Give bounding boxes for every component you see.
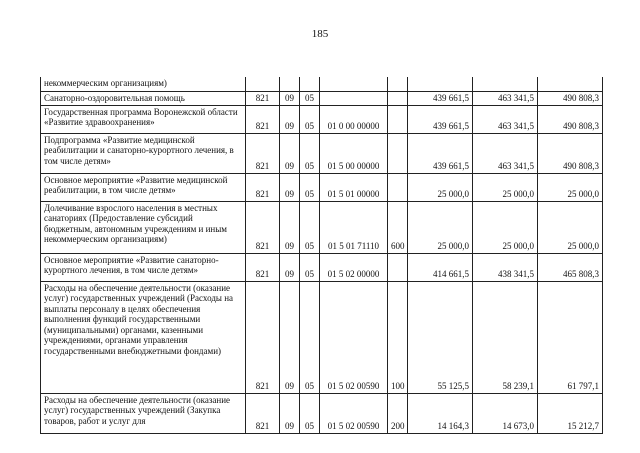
cell-subsection: 05 (300, 91, 320, 105)
cell-name: Санаторно-оздоровительная помощь (41, 91, 246, 105)
cell-subsection: 05 (300, 173, 320, 201)
table-row (41, 105, 603, 133)
cell-expense-type (388, 253, 408, 281)
cell-amount-year-1: 439 661,5 (408, 133, 473, 173)
cell-amount-year-2: 58 239,1 (473, 281, 538, 393)
cell-section: 09 (280, 91, 300, 105)
cell-subsection: 05 (300, 253, 320, 281)
cell-grbs: 821 (246, 393, 280, 433)
table-body (41, 77, 603, 433)
cell-grbs (246, 77, 280, 91)
cell-amount-year-3: 490 808,3 (538, 91, 603, 105)
cell-grbs: 821 (246, 173, 280, 201)
cell-name: Государственная программа Воронежской области «Развитие здравоохранения» (41, 105, 246, 133)
cell-amount-year-1: 439 661,5 (408, 105, 473, 133)
cell-section: 09 (280, 281, 300, 393)
cell-grbs: 821 (246, 105, 280, 133)
cell-amount-year-2: 438 341,5 (473, 253, 538, 281)
cell-target-article: 01 0 00 00000 (320, 105, 388, 133)
cell-amount-year-3: 465 808,3 (538, 253, 603, 281)
table-row (41, 253, 603, 281)
cell-section (280, 77, 300, 91)
table-row (41, 281, 603, 393)
cell-section: 09 (280, 173, 300, 201)
cell-target-article: 01 5 02 00590 (320, 281, 388, 393)
cell-amount-year-3: 61 797,1 (538, 281, 603, 393)
cell-amount-year-3: 25 000,0 (538, 173, 603, 201)
cell-amount-year-3: 490 808,3 (538, 133, 603, 173)
cell-subsection (300, 77, 320, 91)
cell-amount-year-3: 25 000,0 (538, 201, 603, 253)
cell-name: Долечивание взрослого населения в местных санаториях (Предоставление субсидий бюджетным, автономным учреждениям и иным некоммерческим организациям) (41, 201, 246, 253)
cell-subsection: 05 (300, 201, 320, 253)
cell-section: 09 (280, 105, 300, 133)
cell-expense-type (388, 105, 408, 133)
cell-expense-type (388, 133, 408, 173)
cell-name: Основное мероприятие «Развитие санаторно-курортного лечения, в том числе детям» (41, 253, 246, 281)
cell-amount-year-1: 414 661,5 (408, 253, 473, 281)
cell-expense-type: 200 (388, 393, 408, 433)
cell-expense-type (388, 91, 408, 105)
cell-amount-year-1: 14 164,3 (408, 393, 473, 433)
cell-target-article: 01 5 01 71110 (320, 201, 388, 253)
cell-amount-year-1: 25 000,0 (408, 201, 473, 253)
table-row (41, 393, 603, 433)
cell-grbs: 821 (246, 253, 280, 281)
cell-name: Подпрограмма «Развитие медицинской реабилитации и санаторно-курортного лечения, в том числе детям» (41, 133, 246, 173)
cell-target-article (320, 91, 388, 105)
cell-subsection: 05 (300, 105, 320, 133)
cell-amount-year-3: 490 808,3 (538, 105, 603, 133)
cell-amount-year-3 (538, 77, 603, 91)
cell-name: некоммерческим организациям) (41, 77, 246, 91)
cell-subsection: 05 (300, 393, 320, 433)
cell-amount-year-1 (408, 77, 473, 91)
table-row (41, 91, 603, 105)
cell-amount-year-1: 55 125,5 (408, 281, 473, 393)
cell-amount-year-2: 25 000,0 (473, 201, 538, 253)
cell-amount-year-2: 463 341,5 (473, 105, 538, 133)
cell-grbs: 821 (246, 91, 280, 105)
table-row (41, 133, 603, 173)
cell-target-article: 01 5 01 00000 (320, 173, 388, 201)
cell-target-article (320, 77, 388, 91)
cell-subsection: 05 (300, 133, 320, 173)
cell-expense-type: 100 (388, 281, 408, 393)
cell-section: 09 (280, 201, 300, 253)
cell-grbs: 821 (246, 133, 280, 173)
cell-section: 09 (280, 253, 300, 281)
cell-amount-year-2: 463 341,5 (473, 91, 538, 105)
cell-amount-year-2 (473, 77, 538, 91)
cell-grbs: 821 (246, 201, 280, 253)
page-number: 185 (311, 28, 329, 40)
cell-amount-year-2: 25 000,0 (473, 173, 538, 201)
cell-name: Основное мероприятие «Развитие медицинской реабилитации, в том числе детям» (41, 173, 246, 201)
cell-amount-year-1: 439 661,5 (408, 91, 473, 105)
cell-expense-type (388, 77, 408, 91)
cell-name: Расходы на обеспечение деятельности (оказание услуг) государственных учреждений (Закупка товаров, работ и услуг для (41, 393, 246, 433)
table-row (41, 201, 603, 253)
cell-section: 09 (280, 133, 300, 173)
cell-amount-year-2: 14 673,0 (473, 393, 538, 433)
cell-target-article: 01 5 02 00000 (320, 253, 388, 281)
cell-target-article: 01 5 02 00590 (320, 393, 388, 433)
table-row (41, 77, 603, 91)
cell-section: 09 (280, 393, 300, 433)
cell-grbs: 821 (246, 281, 280, 393)
cell-amount-year-3: 15 212,7 (538, 393, 603, 433)
cell-expense-type: 600 (388, 201, 408, 253)
cell-expense-type (388, 173, 408, 201)
cell-amount-year-1: 25 000,0 (408, 173, 473, 201)
budget-table (40, 77, 603, 434)
table-row (41, 173, 603, 201)
cell-target-article: 01 5 00 00000 (320, 133, 388, 173)
cell-subsection: 05 (300, 281, 320, 393)
cell-amount-year-2: 463 341,5 (473, 133, 538, 173)
cell-name: Расходы на обеспечение деятельности (оказание услуг) государственных учреждений (Расходы на выплаты персоналу в целях обеспечения выполнения функций государственными (муниципальными) органами, казенными учреждениями, органами управления государственными внебюджетными фондами) (41, 281, 246, 393)
